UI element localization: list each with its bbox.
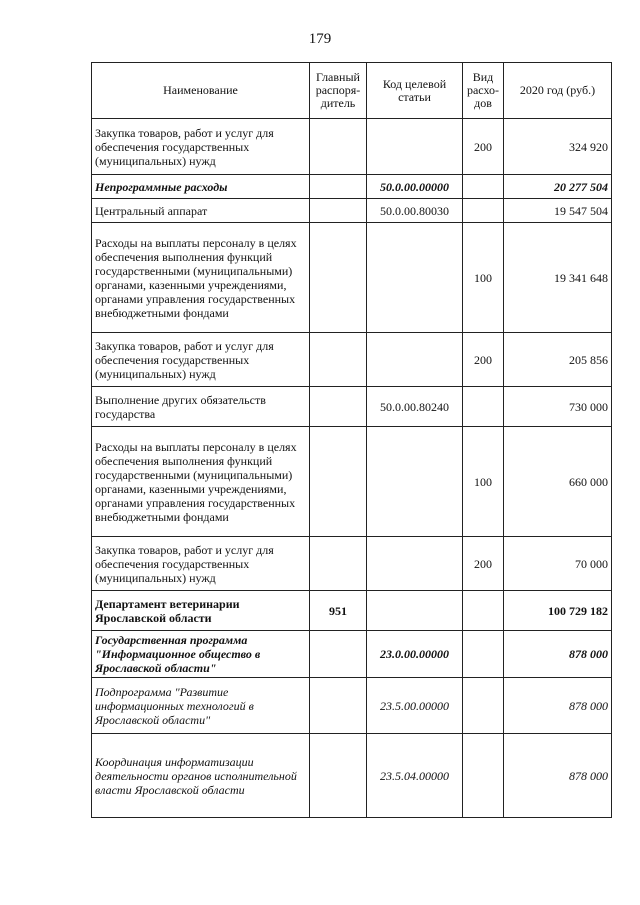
table-row [92,678,612,734]
row-code-cell: 50.0.00.00000 [367,175,463,199]
table-row [92,591,612,631]
row-admin-cell [310,631,367,678]
page-number: 179 [308,31,332,47]
table-row [92,734,612,818]
row-admin-cell [310,223,367,333]
row-name-cell: Расходы на выплаты персоналу в целях обеспечения выполнения функций государственными (муниципальными) органами, казенными учреждениями, органами управления государственных внебюджетными фондами [92,223,310,333]
table-row [92,387,612,427]
table-row [92,175,612,199]
header-admin: Главный распоря-дитель [310,63,367,119]
row-name-cell: Государственная программа "Информационное общество в Ярославской области" [92,631,310,678]
row-sum-cell: 878 000 [504,678,612,734]
row-code-cell: 23.5.04.00000 [367,734,463,818]
table-row [92,631,612,678]
row-name-cell: Департамент ветеринарии Ярославской области [92,591,310,631]
row-name-cell: Координация информатизации деятельности органов исполнительной власти Ярославской области [92,734,310,818]
row-name-cell: Закупка товаров, работ и услуг для обеспечения государственных (муниципальных) нужд [92,537,310,591]
row-type-cell [463,631,504,678]
header-sum: 2020 год (руб.) [504,63,612,119]
row-admin-cell [310,427,367,537]
row-admin-cell [310,387,367,427]
row-code-cell: 23.0.00.00000 [367,631,463,678]
row-sum-cell: 324 920 [504,119,612,175]
row-admin-cell [310,119,367,175]
table-row [92,537,612,591]
row-type-cell: 100 [463,223,504,333]
row-code-cell [367,223,463,333]
row-admin-cell [310,734,367,818]
row-admin-cell: 951 [310,591,367,631]
table-row [92,427,612,537]
row-type-cell [463,734,504,818]
row-name-cell: Закупка товаров, работ и услуг для обеспечения государственных (муниципальных) нужд [92,333,310,387]
row-code-cell: 50.0.00.80240 [367,387,463,427]
row-sum-cell: 70 000 [504,537,612,591]
row-name-cell: Непрограммные расходы [92,175,310,199]
row-type-cell: 200 [463,333,504,387]
table-row [92,119,612,175]
row-type-cell [463,591,504,631]
row-admin-cell [310,333,367,387]
row-admin-cell [310,678,367,734]
row-code-cell [367,591,463,631]
row-sum-cell: 19 547 504 [504,199,612,223]
row-name-cell: Подпрограмма "Развитие информационных технологий в Ярославской области" [92,678,310,734]
row-code-cell [367,537,463,591]
row-sum-cell: 100 729 182 [504,591,612,631]
row-name-cell: Выполнение других обязательств государства [92,387,310,427]
row-type-cell [463,387,504,427]
row-type-cell [463,175,504,199]
row-type-cell [463,678,504,734]
row-admin-cell [310,199,367,223]
table-header-row [92,63,612,119]
budget-table [91,62,612,818]
row-sum-cell: 660 000 [504,427,612,537]
row-type-cell: 200 [463,119,504,175]
row-code-cell: 50.0.00.80030 [367,199,463,223]
row-name-cell: Центральный аппарат [92,199,310,223]
row-type-cell [463,199,504,223]
row-name-cell: Закупка товаров, работ и услуг для обеспечения государственных (муниципальных) нужд [92,119,310,175]
table-row [92,199,612,223]
row-code-cell [367,427,463,537]
row-code-cell [367,333,463,387]
row-name-cell: Расходы на выплаты персоналу в целях обеспечения выполнения функций государственными (муниципальными) органами, казенными учреждениями, органами управления государственных внебюджетными фондами [92,427,310,537]
row-code-cell [367,119,463,175]
row-type-cell: 100 [463,427,504,537]
row-sum-cell: 878 000 [504,734,612,818]
row-sum-cell: 20 277 504 [504,175,612,199]
header-code: Код целевой статьи [367,63,463,119]
row-code-cell: 23.5.00.00000 [367,678,463,734]
header-name: Наименование [92,63,310,119]
row-admin-cell [310,175,367,199]
table-row [92,333,612,387]
row-admin-cell [310,537,367,591]
table-row [92,223,612,333]
row-sum-cell: 205 856 [504,333,612,387]
row-type-cell: 200 [463,537,504,591]
row-sum-cell: 730 000 [504,387,612,427]
header-type: Вид расхо-дов [463,63,504,119]
row-sum-cell: 19 341 648 [504,223,612,333]
row-sum-cell: 878 000 [504,631,612,678]
table-body [92,119,612,818]
